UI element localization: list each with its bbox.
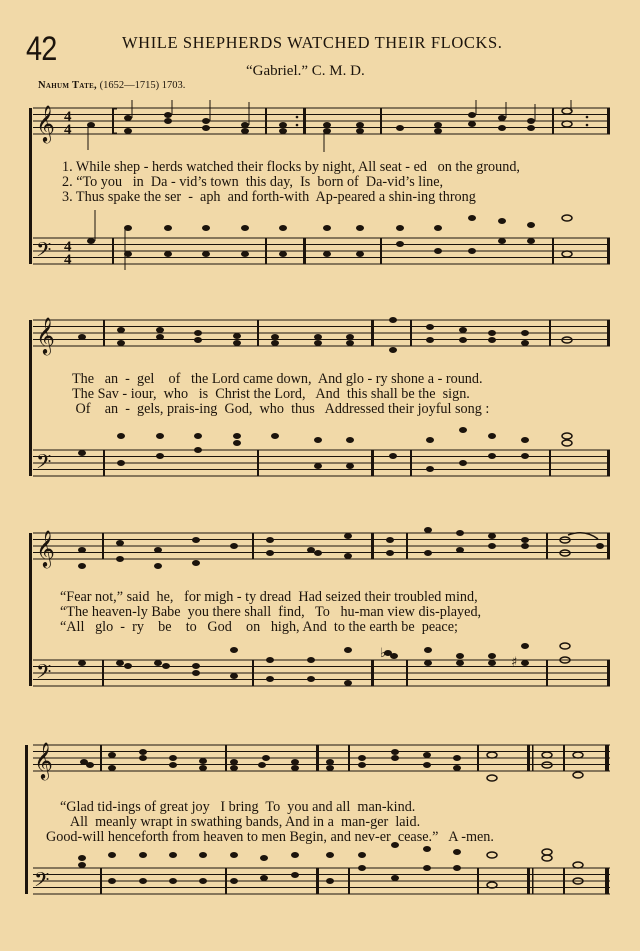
lyric-line: The an - gel of the Lord came down, And glo - ry shone a - round. xyxy=(72,371,483,387)
sharp-sign-icon: ♯ xyxy=(511,655,518,670)
author-name: Nahum Tate, xyxy=(38,80,97,91)
treble-clef-icon: 𝄞 xyxy=(36,529,55,567)
lyric-line: “All glo - ry be to God on high, And to the earth be peace; xyxy=(60,619,458,635)
treble-clef-icon: 𝄞 xyxy=(36,104,55,142)
hymn-title: WHILE SHEPHERDS WATCHED THEIR FLOCKS. xyxy=(122,33,503,52)
treble-clef-icon: 𝄞 xyxy=(36,316,55,354)
bass-clef-icon: 𝄢 xyxy=(36,450,52,478)
hymn-number: 42 xyxy=(26,30,57,68)
lyric-line: The Sav - iour, who is Christ the Lord, And this shall be the sign. xyxy=(72,386,470,402)
lyric-line: “The heaven-ly Babe you there shall find, To hu-man view dis-played, xyxy=(60,604,482,620)
lyric-line: Good-will henceforth from heaven to men Begin, and nev-er cease.” A -men. xyxy=(46,829,494,845)
svg-text:4: 4 xyxy=(64,122,72,138)
author-dates: (1652—1715) 1703. xyxy=(96,80,186,91)
lyric-line: “Glad tid-ings of great joy I bring To you and all man-kind. xyxy=(60,799,416,815)
lyric-line: 2. “To you in Da - vid’s town this day, Is born of Da-vid’s line, xyxy=(62,174,444,190)
lyric-line: “Fear not,” said he, for migh - ty dread Had seized their troubled mind, xyxy=(60,589,478,605)
lyric-line: 1. While shep - herds watched their flocks by night, All seat - ed on the ground, xyxy=(62,159,520,175)
svg-text:4: 4 xyxy=(64,252,72,268)
author-credit xyxy=(38,80,185,91)
bass-clef-icon: 𝄢 xyxy=(36,238,52,266)
bass-clef-icon: 𝄢 xyxy=(34,868,50,896)
bass-clef-icon: 𝄢 xyxy=(36,660,52,688)
tune-name: “Gabriel.” C. M. D. xyxy=(246,63,365,79)
treble-clef-icon: 𝄞 xyxy=(34,741,53,779)
svg-text:4: 4 xyxy=(64,239,72,255)
lyric-line: All meanly wrapt in swathing bands, And in a man-ger laid. xyxy=(60,814,421,830)
svg-text:4: 4 xyxy=(64,109,72,125)
lyric-line: Of an - gels, prais-ing God, who thus Addressed their joyful song : xyxy=(72,401,490,417)
flat-sign-icon: ♭ xyxy=(380,646,387,661)
lyric-line: 3. Thus spake the ser - aph and forth-with Ap-peared a shin-ing throng xyxy=(62,189,476,205)
